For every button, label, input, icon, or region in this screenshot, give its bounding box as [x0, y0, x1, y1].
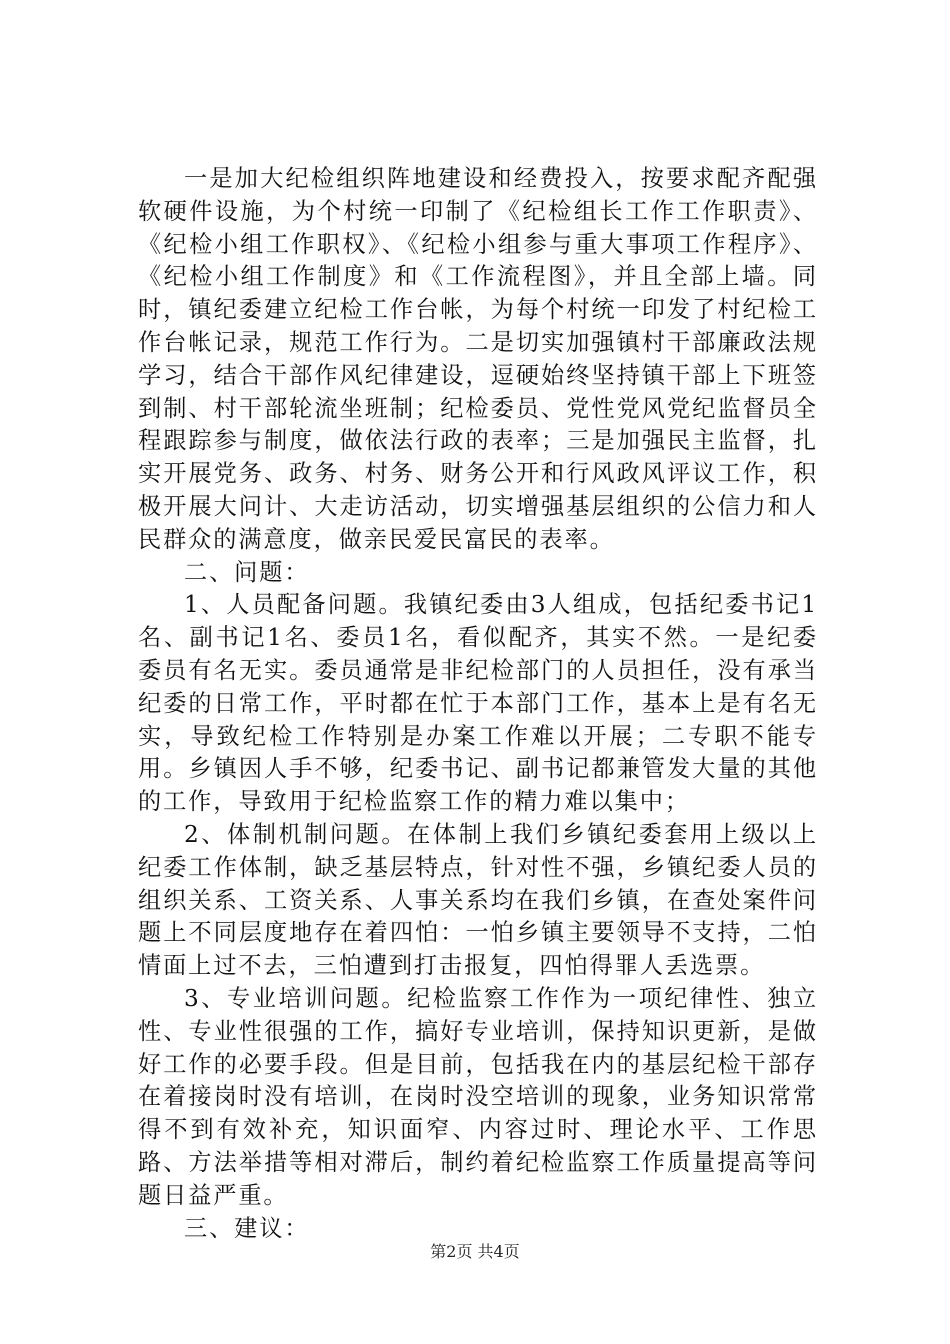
- document-body: [138, 163, 818, 1245]
- page-footer: 第2页 共4页: [430, 1242, 520, 1261]
- section-heading-problems: 二、问题：: [184, 558, 310, 586]
- paragraph-system-problem: 2、体制机制问题。在体制上我们乡镇纪委套用上级以上纪委工作体制，缺乏基层特点，针对性不强，乡镇纪委人员的组织关系、工资关系、人事关系均在我们乡镇，在查处案件问题上不同层度地存在着四怕：一怕乡镇主要领导不支持，二怕情面上过不去，三怕遭到打击报复，四怕得罪人丢选票。: [138, 820, 818, 980]
- paragraph-training-problem: 3、专业培训问题。纪检监察工作作为一项纪律性、独立性、专业性很强的工作，搞好专业培训，保持知识更新，是做好工作的必要手段。但是目前，包括我在内的基层纪检干部存在着接岗时没有培训，在岗时没空培训的现象，业务知识常常得不到有效补充，知识面窄、内容过时、理论水平、工作思路、方法举措等相对滞后，制约着纪检监察工作质量提高等问题日益严重。: [138, 984, 818, 1209]
- paragraph-staffing-problem: 1、人员配备问题。我镇纪委由3人组成，包括纪委书记1名、副书记1名、委员1名，看似配齐，其实不然。一是纪委委员有名无实。委员通常是非纪检部门的人员担任，没有承当纪委的日常工作，平时都在忙于本部门工作，基本上是有名无实，导致纪检工作特别是办案工作难以开展；二专职不能专用。乡镇因人手不够，纪委书记、副书记都兼管发大量的其他的工作，导致用于纪检监察工作的精力难以集中；: [138, 591, 818, 816]
- paragraph-measures: 一是加大纪检组织阵地建设和经费投入，按要求配齐配强软硬件设施，为个村统一印制了《纪检组长工作工作职责》、《纪检小组工作职权》、《纪检小组参与重大事项工作程序》、《纪检小组工作制度》和《工作流程图》，并且全部上墙。同时，镇纪委建立纪检工作台帐，为每个村统一印发了村纪检工作台帐记录，规范工作行为。二是切实加强镇村干部廉政法规学习，结合干部作风纪律建设，逗硬始终坚持镇干部上下班签到制、村干部轮流坐班制；纪检委员、党性党风党纪监督员全程跟踪参与制度，做依法行政的表率；三是加强民主监督，扎实开展党务、政务、村务、财务公开和行风政风评议工作，积极开展大问计、大走访活动，切实增强基层组织的公信力和人民群众的满意度，做亲民爱民富民的表率。: [138, 165, 818, 553]
- section-heading-suggestions: 三、建议：: [184, 1214, 310, 1242]
